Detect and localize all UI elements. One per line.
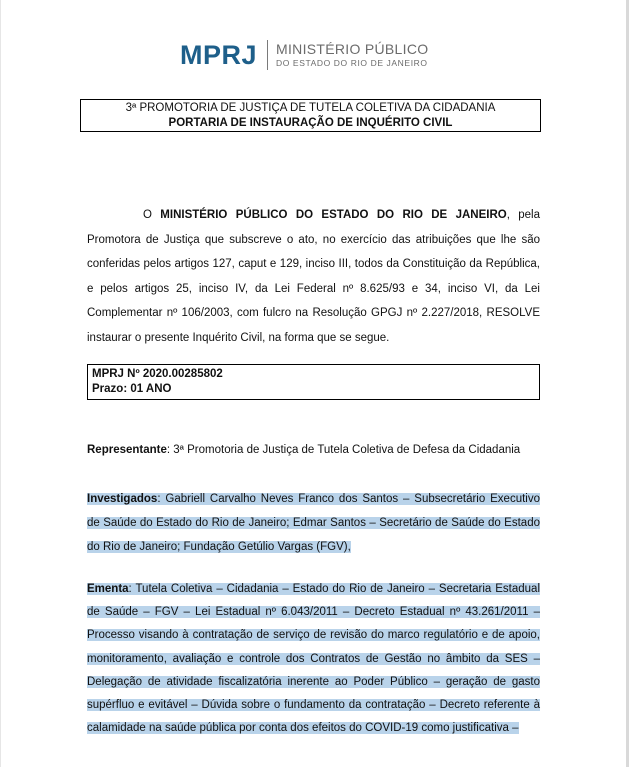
page-left-edge (0, 0, 1, 767)
preamble-org: MINISTÉRIO PÚBLICO DO ESTADO DO RIO DE JANEIRO (160, 209, 507, 221)
logo-mark: MPRJ (180, 39, 258, 70)
investigados-label: Investigados (87, 493, 158, 505)
process-number: MPRJ Nº 2020.00285802 (92, 368, 223, 380)
document-title-box (80, 99, 541, 132)
promotoria-name: 3ª PROMOTORIA DE JUSTIÇA DE TUTELA COLETIVA DA CIDADANIA (125, 102, 496, 114)
investigados-text: : Gabriell Carvalho Neves Franco dos Santos – Subsecretário Executivo de Saúde do Estado do Rio de Janeiro; Edmar Santos – Secretário de Saúde do Estado do Rio de Janeiro; Fundação Getúlio Vargas (FGV), (87, 493, 540, 553)
logo-org-line1: MINISTÉRIO PÚBLICO (276, 41, 429, 58)
process-info-box (87, 364, 540, 400)
mprj-logo (180, 38, 428, 72)
preamble-lead: O (143, 209, 161, 221)
process-deadline: Prazo: 01 ANO (92, 383, 172, 395)
representante-section (87, 440, 547, 460)
ementa-text: : Tutela Coletiva – Cidadania – Estado do Rio de Janeiro – Secretaria Estadual de Saúde – FGV – Lei Estadual nº 6.043/2011 – Decreto Estadual nº 43.261/2011 – Processo visando à contratação de serviço de revisão do marco regulatório e de apoio, monitoramento, avaliação e controle dos Contratos de Gestão no âmbito da SES – Delegação de atividade fiscalizatória inerente ao Poder Público – geração de gasto supérfluo e evitável – Dúvida sobre o fundamento da contratação – Decreto referente à calamidade na saúde pública por conta dos efeitos do COVID-19 como justificativa – (87, 583, 540, 735)
representante-label: Representante (87, 444, 167, 456)
logo-org-line2: DO ESTADO DO RIO DE JANEIRO (276, 58, 428, 69)
logo-org-name (276, 42, 428, 68)
representante-text: : 3ª Promotoria de Justiça de Tutela Coletiva de Defesa da Cidadania (166, 444, 521, 456)
document-title: PORTARIA DE INSTAURAÇÃO DE INQUÉRITO CIVIL (168, 117, 453, 129)
preamble-text: , pela Promotora de Justiça que subscreve o ato, no exercício das atribuições que lhe são conferidas pelos artigos 127, caput e 129, inciso III, todos da Constituição da República, e pelos artigos 25, inciso IV, da Lei Federal nº 8.625/93 e 34, inciso VI, da Lei Complementar nº 106/2003, com fulcro na Resolução GPGJ nº 2.227/2018, RESOLVE instaurar o presente Inquérito Civil, na forma que se segue. (87, 209, 540, 344)
ementa-section (87, 578, 540, 740)
logo-divider (267, 40, 268, 70)
ementa-label: Ementa (87, 583, 129, 595)
investigados-section (87, 487, 540, 559)
preamble-paragraph (87, 203, 540, 350)
